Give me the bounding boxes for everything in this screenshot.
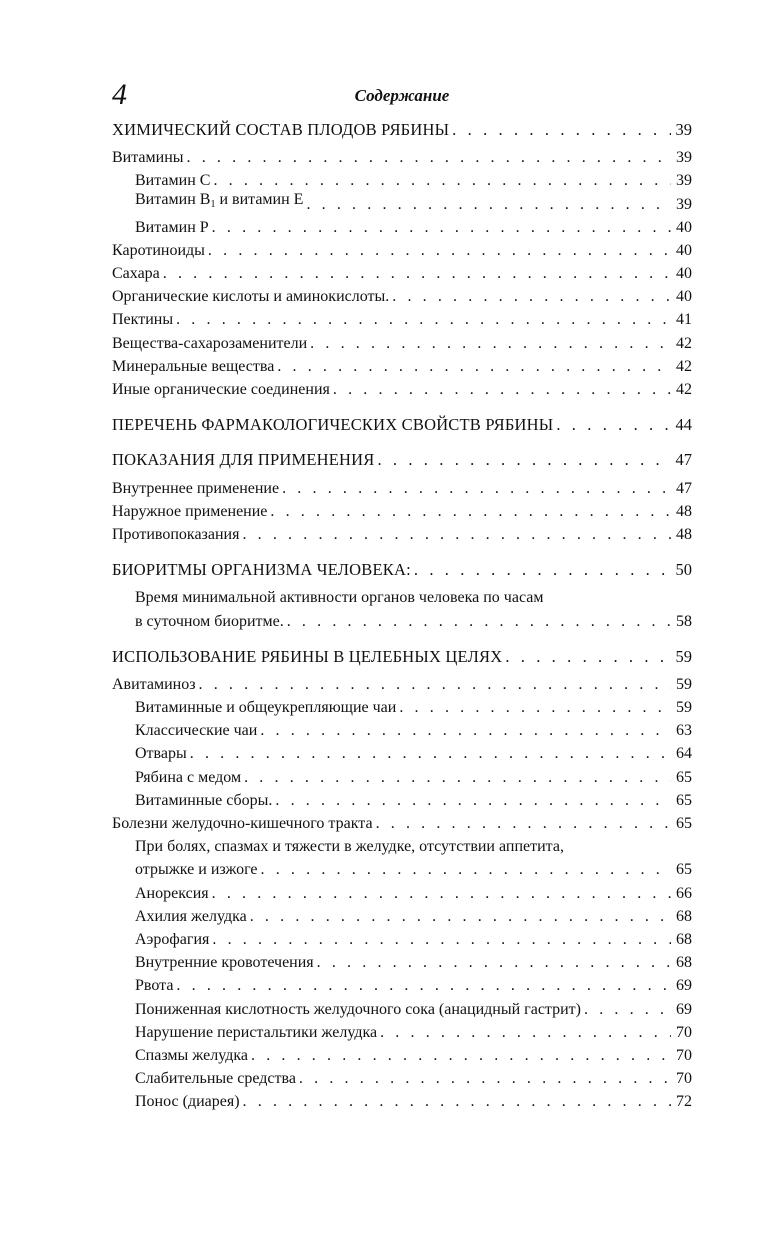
dot-leader xyxy=(212,882,671,905)
toc-page-number: 63 xyxy=(676,722,692,740)
dot-leader xyxy=(275,789,671,812)
dot-leader xyxy=(376,812,671,835)
toc-entry xyxy=(112,216,692,239)
toc-entry-title: Витамины xyxy=(112,149,184,167)
dot-leader xyxy=(299,1067,671,1090)
toc-page-number: 64 xyxy=(676,745,692,763)
toc-page-number: 59 xyxy=(675,646,692,666)
toc-entry xyxy=(112,477,692,500)
toc-entry-title: Авитаминоз xyxy=(112,675,196,693)
toc-entry-title: Противопоказания xyxy=(112,525,240,543)
toc-entry xyxy=(112,743,692,766)
dot-leader xyxy=(176,974,671,997)
dot-leader xyxy=(199,673,671,696)
toc-page-number: 69 xyxy=(676,1000,692,1018)
toc-entry-title: Анорексия xyxy=(135,884,209,902)
toc-page-number: 40 xyxy=(676,265,692,283)
toc-entry-title-part: и витамин Е xyxy=(215,190,304,208)
toc-entry-title: Витамин С xyxy=(135,172,211,190)
dot-leader xyxy=(277,355,671,378)
toc-entry-title: Классические чаи xyxy=(135,722,258,740)
toc-entry xyxy=(112,285,692,308)
toc-page-number: 59 xyxy=(676,675,692,693)
dot-leader xyxy=(333,378,671,401)
page-number: 4 xyxy=(112,78,127,111)
dot-leader xyxy=(377,448,671,471)
toc-section xyxy=(112,558,692,581)
toc-page-number: 39 xyxy=(676,172,692,190)
toc-entry xyxy=(112,309,692,332)
toc-page-number: 39 xyxy=(675,119,692,139)
toc-entry-title: Рвота xyxy=(135,977,174,995)
toc-entry xyxy=(112,998,692,1021)
toc-entry-title: Болезни желудочно-кишечного тракта xyxy=(112,815,373,833)
dot-leader xyxy=(243,1090,671,1113)
dot-leader xyxy=(190,742,671,765)
dot-leader xyxy=(414,558,671,581)
toc-page-number: 50 xyxy=(675,560,692,580)
toc-entry xyxy=(112,1067,692,1090)
toc-entry-title: Витамин Р xyxy=(135,218,209,236)
toc-entry-title: Сахара xyxy=(112,265,160,283)
toc-entry-title: Отвары xyxy=(135,745,187,763)
toc-entry xyxy=(112,146,692,169)
dot-leader xyxy=(260,719,671,742)
toc-entry-subscript: 1 xyxy=(210,198,216,210)
toc-page-number: 42 xyxy=(676,357,692,375)
toc-page-number: 70 xyxy=(676,1046,692,1064)
toc-entry-title: Спазмы желудка xyxy=(135,1046,248,1064)
dot-leader xyxy=(317,951,671,974)
toc-page-number: 72 xyxy=(676,1093,692,1111)
toc-page-number: 66 xyxy=(676,884,692,902)
dot-leader xyxy=(176,308,671,331)
dot-leader xyxy=(163,262,671,285)
toc-entry-title: Аэрофагия xyxy=(135,930,210,948)
dot-leader xyxy=(556,413,671,436)
toc-entry xyxy=(112,355,692,378)
toc-entry-title: Вещества-сахарозаменители xyxy=(112,334,308,352)
toc-page-number: 65 xyxy=(676,815,692,833)
toc-entry xyxy=(112,858,692,881)
toc-page-number: 68 xyxy=(676,954,692,972)
toc-page-number: 65 xyxy=(676,861,692,879)
dot-leader xyxy=(399,696,671,719)
toc-section xyxy=(112,645,692,668)
dot-leader xyxy=(242,523,671,546)
toc-entry xyxy=(112,673,692,696)
toc-page-number: 68 xyxy=(676,930,692,948)
dot-leader xyxy=(212,216,671,239)
toc-entry-title: ПЕРЕЧЕНЬ ФАРМАКОЛОГИЧЕСКИХ СВОЙСТВ РЯБИНЫ xyxy=(112,415,554,435)
toc-entry xyxy=(112,1021,692,1044)
toc-entry xyxy=(112,766,692,789)
toc-entry xyxy=(112,1044,692,1067)
toc-page-number: 44 xyxy=(675,415,692,435)
toc-entry-title: Пектины xyxy=(112,311,174,329)
toc-entry-title: Внутреннее применение xyxy=(112,479,280,497)
toc-entry-title: Понос (диарея) xyxy=(135,1093,240,1111)
toc-entry-title xyxy=(135,188,303,216)
dot-leader xyxy=(380,1021,671,1044)
toc-entry-title: Пониженная кислотность желудочного сока (анацидный гастрит) xyxy=(135,1000,581,1018)
dot-leader xyxy=(282,477,671,500)
toc-entry xyxy=(112,500,692,523)
toc-entry-title: Минеральные вещества xyxy=(112,357,275,375)
toc-entry-title: ИСПОЛЬЗОВАНИЕ РЯБИНЫ В ЦЕЛЕБНЫХ ЦЕЛЯХ xyxy=(112,646,503,666)
toc-entry xyxy=(112,905,692,928)
dot-leader xyxy=(584,998,671,1021)
toc-section xyxy=(112,448,692,471)
toc-entry-title: в суточном биоритме. xyxy=(135,612,284,630)
toc-entry xyxy=(112,812,692,835)
toc-page-number: 40 xyxy=(676,218,692,236)
toc-section xyxy=(112,413,692,436)
toc-entry-title: Каротиноиды xyxy=(112,241,205,259)
toc-entry-title: Ахилия желудка xyxy=(135,907,247,925)
dot-leader xyxy=(270,500,671,523)
toc-entry-title: БИОРИТМЫ ОРГАНИЗМА ЧЕЛОВЕКА: xyxy=(112,560,411,580)
toc-entry-title: Слабительные средства xyxy=(135,1070,296,1088)
toc-entry-title: Органические кислоты и аминокислоты. xyxy=(112,288,390,306)
table-of-contents xyxy=(112,118,692,1114)
toc-page-number: 58 xyxy=(676,612,692,630)
toc-page-number: 40 xyxy=(676,241,692,259)
dot-leader xyxy=(261,858,671,881)
toc-entry-title: Витаминные сборы. xyxy=(135,791,273,809)
toc-page-number: 69 xyxy=(676,977,692,995)
toc-entry xyxy=(112,239,692,262)
dot-leader xyxy=(212,928,671,951)
toc-entry-title-part: Витамин В xyxy=(135,190,211,208)
toc-page-number: 42 xyxy=(676,381,692,399)
toc-section xyxy=(112,118,692,141)
toc-entry xyxy=(112,378,692,401)
toc-entry-title: Время минимальной активности органов человека по часам xyxy=(135,589,544,607)
toc-entry xyxy=(112,523,692,546)
toc-entry-title: Рябина с медом xyxy=(135,768,242,786)
toc-page-number: 68 xyxy=(676,907,692,925)
toc-page-number: 48 xyxy=(676,502,692,520)
toc-page-number: 41 xyxy=(676,311,692,329)
dot-leader xyxy=(251,1044,671,1067)
toc-entry-title: Иные органические соединения xyxy=(112,381,330,399)
toc-page-number: 47 xyxy=(676,479,692,497)
toc-entry xyxy=(112,928,692,951)
toc-entry xyxy=(112,262,692,285)
toc-entry-title: ПОКАЗАНИЯ ДЛЯ ПРИМЕНЕНИЯ xyxy=(112,450,375,470)
toc-entry-title: Наружное применение xyxy=(112,502,268,520)
toc-page-number: 70 xyxy=(676,1070,692,1088)
toc-entry-line xyxy=(112,835,692,858)
dot-leader xyxy=(310,332,671,355)
dot-leader xyxy=(287,610,671,633)
toc-page-number: 39 xyxy=(676,195,692,213)
toc-entry xyxy=(112,882,692,905)
toc-page-number: 39 xyxy=(676,149,692,167)
toc-page-number: 40 xyxy=(676,288,692,306)
dot-leader xyxy=(452,118,671,141)
toc-entry-title: Внутренние кровотечения xyxy=(135,954,314,972)
toc-entry-line xyxy=(112,586,692,609)
toc-entry xyxy=(112,332,692,355)
toc-entry xyxy=(112,789,692,812)
toc-entry-title: Нарушение перистальтики желудка xyxy=(135,1023,378,1041)
toc-page-number: 59 xyxy=(676,699,692,717)
toc-entry xyxy=(112,951,692,974)
dot-leader xyxy=(392,285,671,308)
toc-entry-title: При болях, спазмах и тяжести в желудке, отсутствии аппетита, xyxy=(135,838,564,856)
toc-page-number: 70 xyxy=(676,1023,692,1041)
dot-leader xyxy=(250,905,671,928)
toc-page-number: 65 xyxy=(676,768,692,786)
toc-entry xyxy=(112,696,692,719)
toc-entry xyxy=(112,610,692,633)
dot-leader xyxy=(187,146,671,169)
toc-entry xyxy=(112,719,692,742)
toc-entry-title: отрыжке и изжоге xyxy=(135,861,258,879)
toc-page-number: 65 xyxy=(676,791,692,809)
dot-leader xyxy=(306,193,671,216)
dot-leader xyxy=(244,766,671,789)
dot-leader xyxy=(208,239,671,262)
dot-leader xyxy=(505,645,671,668)
toc-page-number: 48 xyxy=(676,525,692,543)
toc-entry xyxy=(112,190,692,216)
running-head: Содержание xyxy=(354,86,450,105)
toc-entry xyxy=(112,1090,692,1113)
toc-page-number: 42 xyxy=(676,334,692,352)
toc-entry-title: ХИМИЧЕСКИЙ СОСТАВ ПЛОДОВ РЯБИНЫ xyxy=(112,119,450,139)
toc-entry-title: Витаминные и общеукрепляющие чаи xyxy=(135,699,397,717)
toc-entry xyxy=(112,974,692,997)
toc-page-number: 47 xyxy=(675,450,692,470)
